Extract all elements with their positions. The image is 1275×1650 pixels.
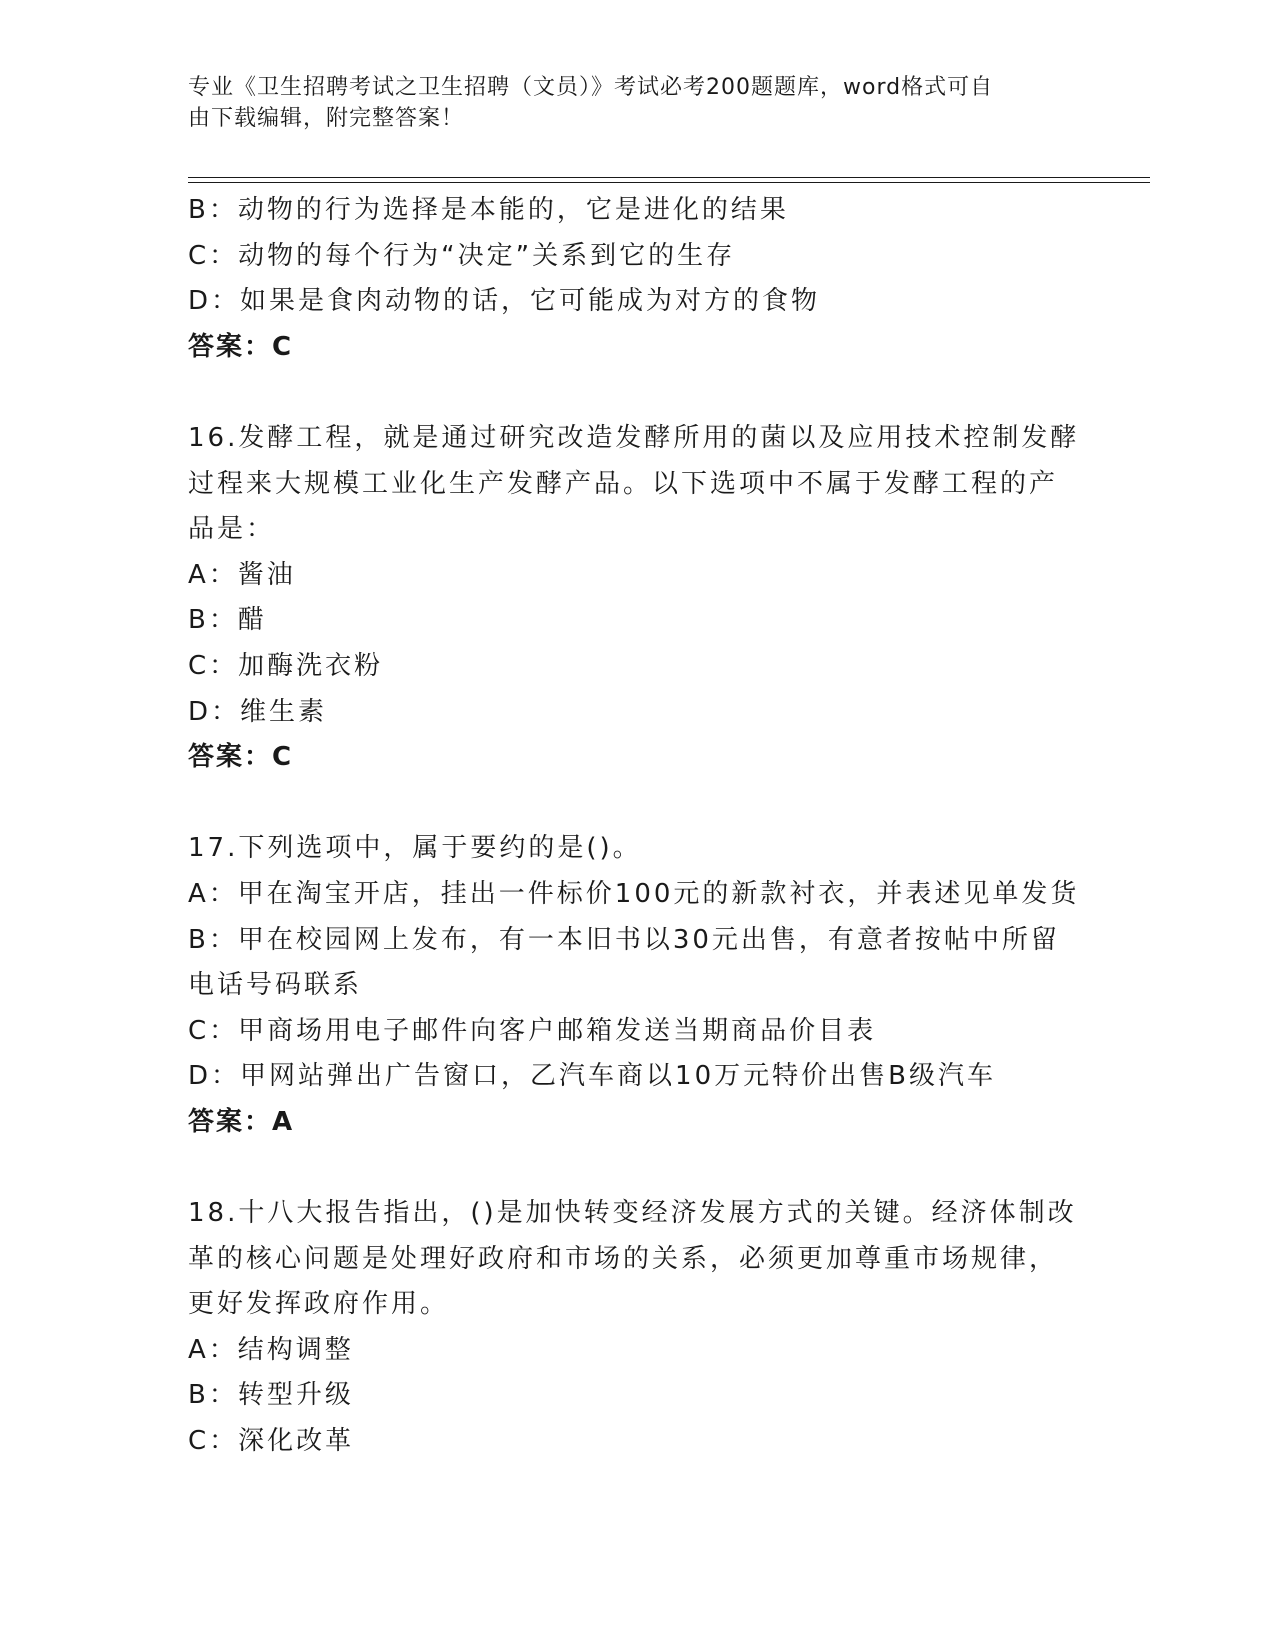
question-stem: 16.发酵工程，就是通过研究改造发酵所用的菌以及应用技术控制发酵 (188, 422, 1080, 453)
question-18 (188, 1191, 1088, 1465)
question-stem: 品是： (188, 514, 276, 545)
question-stem: 更好发挥政府作用。 (188, 1289, 450, 1320)
question-stem: 18.十八大报告指出，()是加快转变经济发展方式的关键。经济体制改 (188, 1198, 1077, 1229)
answer-line: 答案：C (188, 742, 294, 773)
header-divider-top (188, 177, 1150, 178)
question-16 (188, 416, 1088, 781)
question-stem: 革的核心问题是处理好政府和市场的关系，必须更加尊重市场规律， (188, 1243, 1059, 1274)
document-header (188, 72, 1068, 134)
option-d: D：维生素 (188, 696, 328, 727)
question-stem: 过程来大规模工业化生产发酵产品。以下选项中不属于发酵工程的产 (188, 468, 1059, 499)
spacer (188, 1145, 1088, 1191)
spacer (188, 781, 1088, 827)
option-b: B：甲在校园网上发布，有一本旧书以30元出售，有意者按帖中所留 (188, 924, 1060, 955)
option-d: D：如果是食肉动物的话，它可能成为对方的食物 (188, 286, 821, 317)
spacer (188, 370, 1088, 416)
question-15 (188, 188, 1088, 370)
question-17 (188, 826, 1088, 1145)
answer-line: 答案：C (188, 331, 294, 362)
option-b: B：转型升级 (188, 1380, 354, 1411)
option-a: A：结构调整 (188, 1334, 354, 1365)
option-a: A：甲在淘宝开店，挂出一件标价100元的新款衬衣，并表述见单发货 (188, 878, 1080, 909)
option-c: C：深化改革 (188, 1426, 355, 1457)
question-stem: 17.下列选项中，属于要约的是()。 (188, 833, 642, 864)
option-b: B：醋 (188, 605, 267, 636)
option-b-continued: 电话号码联系 (188, 970, 363, 1001)
question-list (188, 188, 1088, 1465)
header-line-2: 由下载编辑，附完整答案！ (188, 106, 465, 131)
header-line-1: 专业《卫生招聘考试之卫生招聘（文员）》考试必考200题题库，word格式可自 (188, 75, 994, 100)
option-c: C：甲商场用电子邮件向客户邮箱发送当期商品价目表 (188, 1015, 877, 1046)
header-divider-bottom (188, 182, 1150, 183)
option-a: A：酱油 (188, 559, 296, 590)
option-b: B：动物的行为选择是本能的，它是进化的结果 (188, 195, 789, 225)
option-c: C：加酶洗衣粉 (188, 650, 384, 681)
answer-line: 答案：A (188, 1106, 295, 1137)
option-c: C：动物的每个行为“决定”关系到它的生存 (188, 240, 736, 271)
option-d: D：甲网站弹出广告窗口，乙汽车商以10万元特价出售B级汽车 (188, 1061, 996, 1092)
